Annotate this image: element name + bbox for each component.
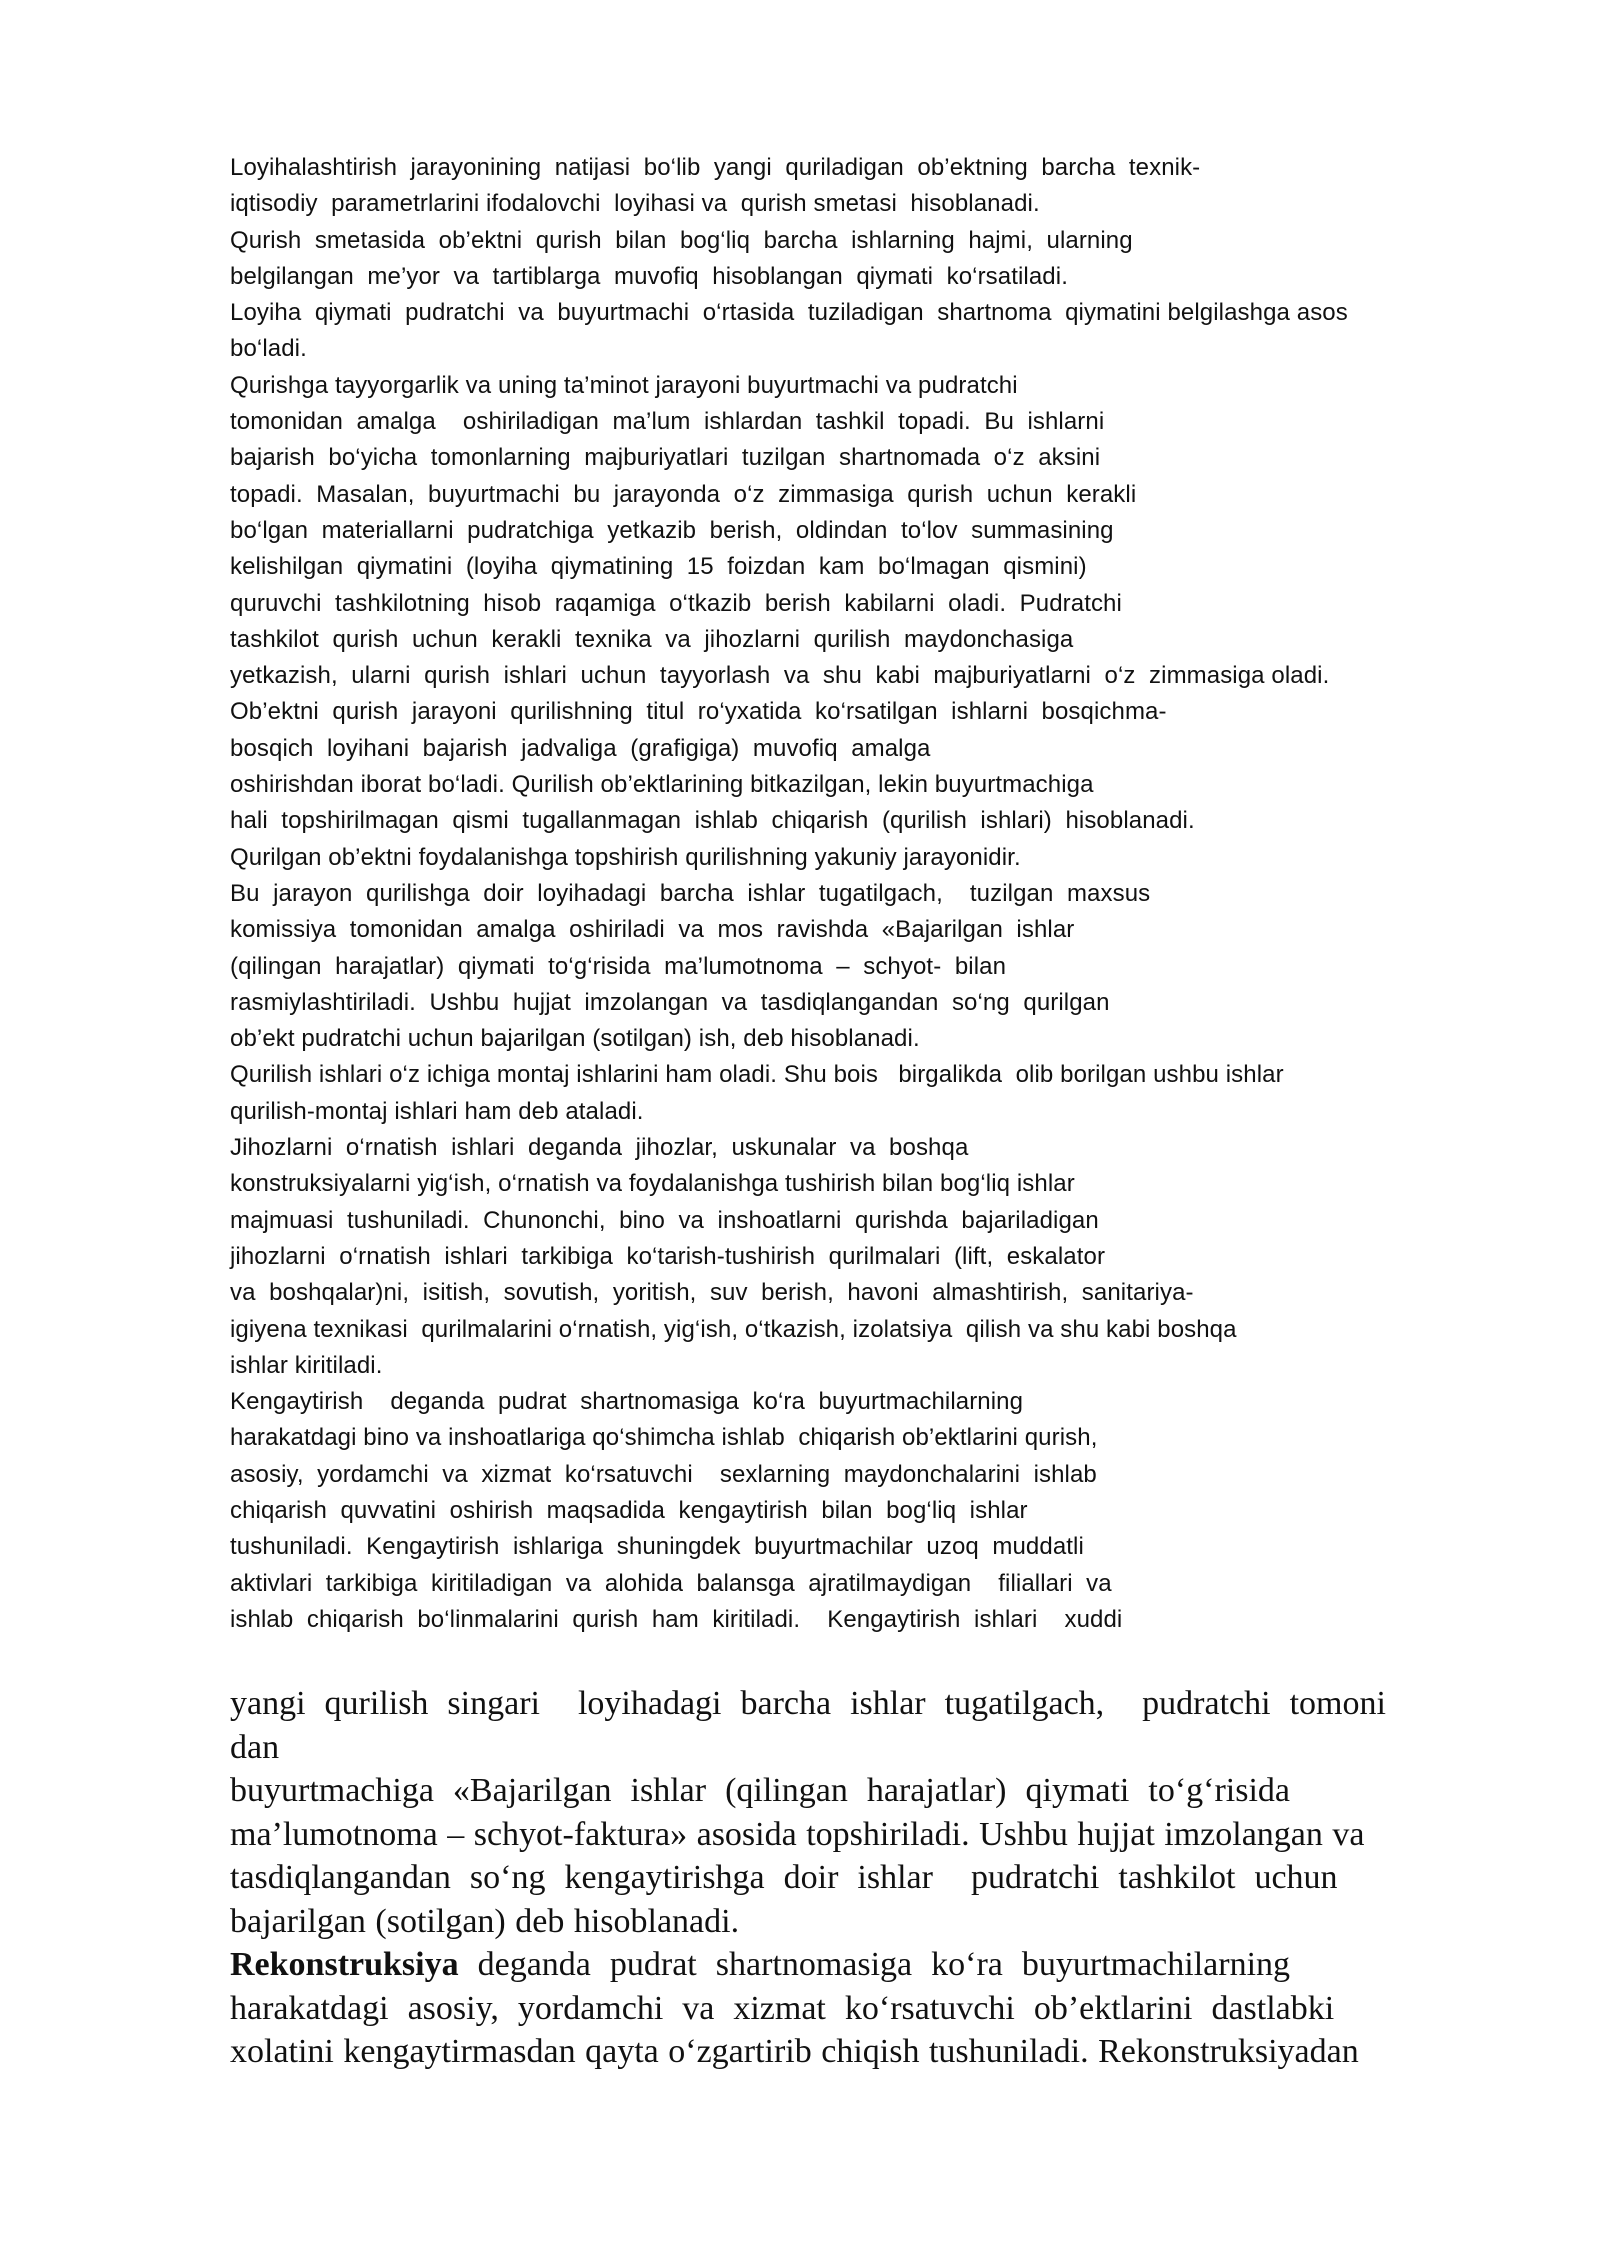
text-line: yetkazish, ularni qurish ishlari uchun tayyorlash va shu kabi majburiyatlarni o‘z zimmasiga oladi. [230,662,1330,690]
text-line: Qurish smetasida ob’ektni qurish bilan bog‘liq barcha ishlarning hajmi, ularning [230,226,1133,254]
text-line: dan [230,1728,280,1766]
text-line: topadi. Masalan, buyurtmachi bu jarayonda o‘z zimmasiga qurish uchun kerakli [230,480,1137,508]
text-line: Jihozlarni o‘rnatish ishlari deganda jihozlar, uskunalar va boshqa [230,1134,969,1162]
rekonstruksiya-term: Rekonstruksiya [230,1946,459,1983]
text-line: majmuasi tushuniladi. Chunonchi, bino va inshoatlarni qurishda bajariladigan [230,1206,1099,1234]
text-line: asosiy, yordamchi va xizmat ko‘rsatuvchi sexlarning maydonchalarini ishlab [230,1460,1097,1488]
text-line: oshirishdan iborat bo‘ladi. Qurilish ob’ektlarining bitkazilgan, lekin buyurtmachiga [230,771,1094,799]
text-line: xolatini kengaytirmasdan qayta o‘zgartirib chiqish tushuniladi. Rekonstruksiyadan [230,2033,1359,2070]
text-line: ma’lumotnoma – schyot-faktura» asosida topshiriladi. Ushbu hujjat imzolangan va [230,1815,1365,1853]
text-line: (qilingan harajatlar) qiymati to‘g‘risida ma’lumotnoma – schyot- bilan [230,952,1007,980]
text-line: tushuniladi. Kengaytirish ishlariga shuningdek buyurtmachilar uzoq muddatli [230,1533,1084,1561]
text-line: bajarilgan (sotilgan) deb hisoblanadi. [230,1902,740,1940]
text-line: jihozlarni o‘rnatish ishlari tarkibiga ko‘tarish-tushirish qurilmalari (lift, eskalator [230,1242,1106,1270]
text-line: ishlab chiqarish bo‘linmalarini qurish ham kiritiladi. Kengaytirish ishlari xuddi [230,1605,1123,1633]
text-line: chiqarish quvvatini oshirish maqsadida kengaytirish bilan bog‘liq ishlar [230,1496,1028,1524]
text-line: iqtisodiy parametrlarini ifodalovchi loyihasi va qurish smetasi hisoblanadi. [230,190,1040,218]
text-line: buyurtmachiga «Bajarilgan ishlar (qilingan harajatlar) qiymati to‘g‘risida [230,1772,1291,1809]
text-line: Kengaytirish deganda pudrat shartnomasiga ko‘ra buyurtmachilarning [230,1388,1024,1416]
serif-text-block [230,1682,1520,2074]
text-line: kelishilgan qiymatini (loyiha qiymatining 15 foizdan kam bo‘lmagan qismini) [230,553,1087,581]
text-line: bo‘lgan materiallarni pudratchiga yetkazib berish, oldindan to‘lov summasining [230,516,1114,544]
text-line: harakatdagi bino va inshoatlariga qo‘shimcha ishlab chiqarish ob’ektlarini qurish, [230,1424,1098,1452]
text-line: quruvchi tashkilotning hisob raqamiga o‘tkazib berish kabilarni oladi. Pudratchi [230,589,1122,617]
text-line: Qurishga tayyorgarlik va uning ta’minot jarayoni buyurtmachi va pudratchi [230,371,1018,399]
text-line: Loyiha qiymati pudratchi va buyurtmachi o‘rtasida tuziladigan shartnoma qiymatini belgilashga asos [230,299,1348,327]
text-line: ob’ekt pudratchi uchun bajarilgan (sotilgan) ish, deb hisoblanadi. [230,1025,920,1053]
text-line: bo‘ladi. [230,335,307,363]
text-line: konstruksiyalarni yig‘ish, o‘rnatish va foydalanishga tushirish bilan bog‘liq ishlar [230,1170,1075,1198]
text-line: yangi qurilish singari loyihadagi barcha ishlar tugatilgach, pudratchi tomoni [230,1685,1386,1722]
text-line: igiyena texnikasi qurilmalarini o‘rnatish, yig‘ish, o‘tkazish, izolatsiya qilish va shu kabi boshqa [230,1315,1237,1343]
text-line: tashkilot qurish uchun kerakli texnika va jihozlarni qurilish maydonchasiga [230,625,1074,653]
text-line: harakatdagi asosiy, yordamchi va xizmat ko‘rsatuvchi ob’ektlarini dastlabki [230,1989,1335,2027]
text-line: va boshqalar)ni, isitish, sovutish, yoritish, suv berish, havoni almashtirish, sanitariya- [230,1279,1194,1307]
text-line: Qurilgan ob’ektni foydalanishga topshirish qurilishning yakuniy jarayonidir. [230,843,1021,871]
rekonstruksiya-line [230,1943,1520,1987]
text-line: bosqich loyihani bajarish jadvaliga (grafigiga) muvofiq amalga [230,734,931,762]
text-line: Loyihalashtirish jarayonining natijasi bo‘lib yangi quriladigan ob’ektning barcha texnik- [230,154,1201,181]
text-line: Bu jarayon qurilishga doir loyihadagi barcha ishlar tugatilgach, tuzilgan maxsus [230,879,1151,907]
text-line: Ob’ektni qurish jarayoni qurilishning titul ro‘yxatida ko‘rsatilgan ishlarni bosqichma- [230,698,1167,726]
text-line: bajarish bo‘yicha tomonlarning majburiyatlari tuzilgan shartnomada o‘z aksini [230,444,1101,472]
text-line: tasdiqlangandan so‘ng kengaytirishga doir ishlar pudratchi tashkilot uchun [230,1859,1338,1896]
sans-text-block [230,150,1520,1638]
text-line: Qurilish ishlari o‘z ichiga montaj ishlarini ham oladi. Shu bois birgalikda olib borilgan ushbu ishlar [230,1061,1284,1089]
text-line: hali topshirilmagan qismi tugallanmagan ishlab chiqarish (qurilish ishlari) hisoblanadi. [230,807,1195,835]
text-line: belgilangan me’yor va tartiblarga muvofiq hisoblangan qiymati ko‘rsatiladi. [230,262,1068,290]
text-line: aktivlari tarkibiga kiritiladigan va alohida balansga ajratilmaydigan filiallari va [230,1569,1112,1597]
text-line: tomonidan amalga oshiriladigan ma’lum ishlardan tashkil topadi. Bu ishlarni [230,408,1105,436]
text-line: ishlar kiritiladi. [230,1351,383,1379]
text-line: qurilish-montaj ishlari ham deb ataladi. [230,1097,644,1125]
text-line: komissiya tomonidan amalga oshiriladi va mos ravishda «Bajarilgan ishlar [230,916,1075,944]
rekonstruksiya-definition: deganda pudrat shartnomasiga ko‘ra buyurtmachilarning [458,1946,1291,1983]
text-line: rasmiylashtiriladi. Ushbu hujjat imzolangan va tasdiqlangandan so‘ng qurilgan [230,988,1110,1016]
